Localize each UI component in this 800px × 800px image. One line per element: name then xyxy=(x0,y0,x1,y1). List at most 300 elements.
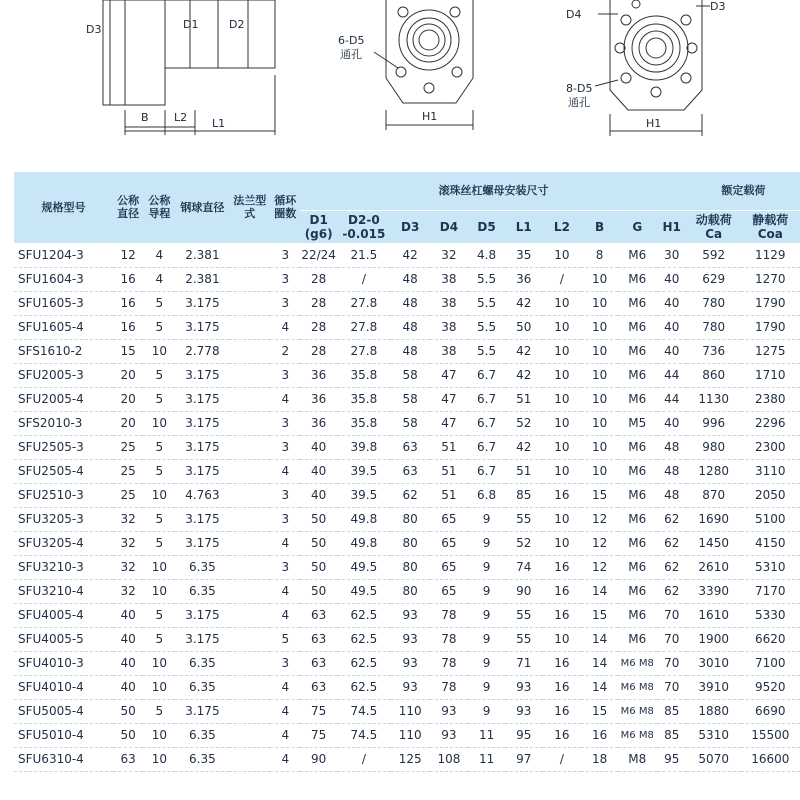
cell-l1: 51 xyxy=(505,387,543,411)
cell-circuits: 4 xyxy=(270,603,300,627)
cell-flange-type xyxy=(229,531,270,555)
table-row xyxy=(14,387,800,411)
cell-nominal-lead: 10 xyxy=(143,579,175,603)
table-row xyxy=(14,435,800,459)
flange8-d3-label: D3 xyxy=(710,0,726,13)
cell-h1: 62 xyxy=(657,531,687,555)
cell-ca: 780 xyxy=(687,315,741,339)
cell-nominal-dia: 16 xyxy=(113,291,143,315)
cell-d3: 58 xyxy=(391,387,430,411)
cell-flange-type xyxy=(229,723,270,747)
cell-l1: 85 xyxy=(505,483,543,507)
cell-ca: 3390 xyxy=(687,579,741,603)
cell-ca: 1130 xyxy=(687,387,741,411)
cell-d3: 110 xyxy=(391,699,430,723)
cell-model: SFU4010-4 xyxy=(14,675,113,699)
cell-flange-type xyxy=(229,747,270,771)
cell-model: SFU2005-4 xyxy=(14,387,113,411)
cell-d3: 58 xyxy=(391,363,430,387)
cell-g: M6 xyxy=(618,579,657,603)
cell-model: SFU1204-3 xyxy=(14,243,113,267)
cell-circuits: 4 xyxy=(270,387,300,411)
cell-ca: 3910 xyxy=(687,675,741,699)
cell-d5: 11 xyxy=(468,723,505,747)
cell-d2: 35.8 xyxy=(337,363,391,387)
cell-ball-dia: 3.175 xyxy=(175,363,229,387)
cell-d2: 74.5 xyxy=(337,699,391,723)
cell-d5: 6.7 xyxy=(468,363,505,387)
cell-l2: 10 xyxy=(543,387,582,411)
cell-circuits: 3 xyxy=(270,435,300,459)
cell-nominal-dia: 63 xyxy=(113,747,143,771)
cell-d2: 35.8 xyxy=(337,411,391,435)
cell-model: SFU5010-4 xyxy=(14,723,113,747)
cell-flange-type xyxy=(229,387,270,411)
cell-ca: 3010 xyxy=(687,651,741,675)
cell-l1: 51 xyxy=(505,459,543,483)
cell-l1: 42 xyxy=(505,291,543,315)
cell-d4: 38 xyxy=(430,339,469,363)
cell-ca: 736 xyxy=(687,339,741,363)
cell-nominal-lead: 10 xyxy=(143,555,175,579)
cell-ball-dia: 2.778 xyxy=(175,339,229,363)
cell-g: M6 xyxy=(618,555,657,579)
cell-ball-dia: 6.35 xyxy=(175,579,229,603)
cell-circuits: 4 xyxy=(270,579,300,603)
cell-flange-type xyxy=(229,483,270,507)
table-row xyxy=(14,651,800,675)
cell-d1: 90 xyxy=(300,747,337,771)
cell-d1: 63 xyxy=(300,675,337,699)
table-row xyxy=(14,315,800,339)
cell-coa: 16600 xyxy=(741,747,800,771)
cell-d1: 50 xyxy=(300,579,337,603)
cell-flange-type xyxy=(229,651,270,675)
cell-d1: 75 xyxy=(300,723,337,747)
cell-d1: 75 xyxy=(300,699,337,723)
cell-nominal-dia: 20 xyxy=(113,387,143,411)
cell-d3: 63 xyxy=(391,435,430,459)
cell-b: 10 xyxy=(581,459,618,483)
cell-model: SFU2510-3 xyxy=(14,483,113,507)
cell-ca: 780 xyxy=(687,291,741,315)
cell-nominal-lead: 10 xyxy=(143,483,175,507)
cell-d2: 21.5 xyxy=(337,243,391,267)
cell-flange-type xyxy=(229,579,270,603)
cell-d4: 47 xyxy=(430,363,469,387)
cell-d4: 78 xyxy=(430,675,469,699)
cell-d5: 9 xyxy=(468,651,505,675)
table-row xyxy=(14,267,800,291)
cell-h1: 44 xyxy=(657,387,687,411)
cell-nominal-dia: 32 xyxy=(113,579,143,603)
cell-circuits: 3 xyxy=(270,555,300,579)
cell-nominal-lead: 10 xyxy=(143,723,175,747)
table-row xyxy=(14,291,800,315)
cell-nominal-lead: 4 xyxy=(143,267,175,291)
cell-g: M6 xyxy=(618,531,657,555)
cell-coa: 5330 xyxy=(741,603,800,627)
cell-circuits: 3 xyxy=(270,267,300,291)
cell-circuits: 2 xyxy=(270,339,300,363)
cell-d5: 9 xyxy=(468,531,505,555)
cell-l2: 10 xyxy=(543,531,582,555)
table-row xyxy=(14,411,800,435)
cell-d2: 27.8 xyxy=(337,315,391,339)
header-d2: D2-0 -0.015 xyxy=(337,211,391,244)
cell-d1: 22/24 xyxy=(300,243,337,267)
cell-d3: 93 xyxy=(391,651,430,675)
cell-h1: 40 xyxy=(657,339,687,363)
cell-nominal-lead: 5 xyxy=(143,531,175,555)
cell-b: 14 xyxy=(581,651,618,675)
cell-coa: 5310 xyxy=(741,555,800,579)
cell-d3: 93 xyxy=(391,675,430,699)
cell-l2: 10 xyxy=(543,507,582,531)
cell-ball-dia: 3.175 xyxy=(175,699,229,723)
cell-nominal-dia: 12 xyxy=(113,243,143,267)
flange6-hole-note: 6-D5 xyxy=(338,34,365,47)
cell-g: M6 M8 xyxy=(618,723,657,747)
cell-d4: 47 xyxy=(430,411,469,435)
cell-ball-dia: 3.175 xyxy=(175,411,229,435)
cell-d1: 28 xyxy=(300,315,337,339)
cell-nominal-lead: 5 xyxy=(143,627,175,651)
cell-d1: 63 xyxy=(300,603,337,627)
cell-d1: 28 xyxy=(300,267,337,291)
cell-ca: 980 xyxy=(687,435,741,459)
header-circuits: 循环圈数 xyxy=(270,172,300,243)
cell-g: M6 xyxy=(618,363,657,387)
cell-g: M6 xyxy=(618,483,657,507)
cell-d5: 5.5 xyxy=(468,339,505,363)
cell-nominal-dia: 20 xyxy=(113,363,143,387)
cell-ball-dia: 2.381 xyxy=(175,243,229,267)
header-d4: D4 xyxy=(430,211,469,244)
cell-circuits: 4 xyxy=(270,699,300,723)
cell-b: 12 xyxy=(581,531,618,555)
table-row xyxy=(14,603,800,627)
technical-drawing xyxy=(0,0,800,160)
cell-l1: 42 xyxy=(505,363,543,387)
cell-b: 15 xyxy=(581,603,618,627)
cell-nominal-lead: 5 xyxy=(143,507,175,531)
cell-l1: 97 xyxy=(505,747,543,771)
cell-flange-type xyxy=(229,459,270,483)
table-row xyxy=(14,459,800,483)
cell-ca: 592 xyxy=(687,243,741,267)
cell-l1: 35 xyxy=(505,243,543,267)
cell-h1: 70 xyxy=(657,627,687,651)
cell-d2: 74.5 xyxy=(337,723,391,747)
cell-g: M6 xyxy=(618,507,657,531)
flange-8-hole-drawing xyxy=(595,0,710,136)
header-h1: H1 xyxy=(657,211,687,244)
cell-d3: 62 xyxy=(391,483,430,507)
cell-ball-dia: 2.381 xyxy=(175,267,229,291)
cell-model: SFU3205-3 xyxy=(14,507,113,531)
flange6-hole-note-2: 通孔 xyxy=(340,48,362,61)
cell-d2: 49.5 xyxy=(337,579,391,603)
cell-d1: 50 xyxy=(300,555,337,579)
cell-d3: 48 xyxy=(391,267,430,291)
cell-l1: 42 xyxy=(505,339,543,363)
cell-model: SFU5005-4 xyxy=(14,699,113,723)
cell-nominal-dia: 32 xyxy=(113,531,143,555)
cell-flange-type xyxy=(229,675,270,699)
header-ball-dia: 钢球直径 xyxy=(175,172,229,243)
table-row xyxy=(14,363,800,387)
cell-l2: 10 xyxy=(543,627,582,651)
cell-g: M6 xyxy=(618,315,657,339)
cell-l1: 52 xyxy=(505,411,543,435)
cell-d3: 80 xyxy=(391,507,430,531)
cell-model: SFU4005-5 xyxy=(14,627,113,651)
cell-d3: 48 xyxy=(391,291,430,315)
cell-l1: 74 xyxy=(505,555,543,579)
cell-ball-dia: 6.35 xyxy=(175,651,229,675)
header-g: G xyxy=(618,211,657,244)
header-flange-type: 法兰型式 xyxy=(229,172,270,243)
cell-d2: / xyxy=(337,267,391,291)
header-d3: D3 xyxy=(391,211,430,244)
cell-circuits: 4 xyxy=(270,315,300,339)
cell-coa: 2050 xyxy=(741,483,800,507)
cell-d2: 39.5 xyxy=(337,459,391,483)
cell-d3: 80 xyxy=(391,531,430,555)
table-row xyxy=(14,627,800,651)
cell-l1: 42 xyxy=(505,435,543,459)
side-d2-label: D2 xyxy=(229,18,245,31)
cell-flange-type xyxy=(229,603,270,627)
cell-d5: 6.7 xyxy=(468,435,505,459)
cell-l1: 50 xyxy=(505,315,543,339)
cell-d4: 51 xyxy=(430,435,469,459)
cell-model: SFU3205-4 xyxy=(14,531,113,555)
header-load-group: 额定载荷 xyxy=(687,172,800,211)
flange8-d4-label: D4 xyxy=(566,8,582,21)
cell-nominal-dia: 40 xyxy=(113,651,143,675)
cell-g: M6 M8 xyxy=(618,651,657,675)
cell-d2: 62.5 xyxy=(337,675,391,699)
cell-l2: 16 xyxy=(543,699,582,723)
cell-d3: 58 xyxy=(391,411,430,435)
header-l1: L1 xyxy=(505,211,543,244)
cell-d5: 4.8 xyxy=(468,243,505,267)
cell-h1: 95 xyxy=(657,747,687,771)
cell-d4: 78 xyxy=(430,603,469,627)
cell-ca: 5310 xyxy=(687,723,741,747)
cell-flange-type xyxy=(229,555,270,579)
cell-d3: 125 xyxy=(391,747,430,771)
cell-b: 10 xyxy=(581,267,618,291)
cell-d4: 65 xyxy=(430,531,469,555)
cell-circuits: 3 xyxy=(270,291,300,315)
cell-flange-type xyxy=(229,363,270,387)
cell-g: M6 M8 xyxy=(618,675,657,699)
cell-d4: 32 xyxy=(430,243,469,267)
cell-d2: 62.5 xyxy=(337,651,391,675)
cell-b: 10 xyxy=(581,435,618,459)
cell-nominal-dia: 50 xyxy=(113,699,143,723)
cell-circuits: 3 xyxy=(270,483,300,507)
cell-nominal-dia: 25 xyxy=(113,435,143,459)
cell-h1: 85 xyxy=(657,723,687,747)
cell-l2: 10 xyxy=(543,411,582,435)
cell-d1: 40 xyxy=(300,483,337,507)
cell-model: SFU4005-4 xyxy=(14,603,113,627)
cell-flange-type xyxy=(229,315,270,339)
cell-b: 14 xyxy=(581,579,618,603)
cell-circuits: 4 xyxy=(270,459,300,483)
cell-nominal-dia: 40 xyxy=(113,603,143,627)
cell-l1: 93 xyxy=(505,675,543,699)
cell-g: M6 xyxy=(618,387,657,411)
cell-d1: 40 xyxy=(300,435,337,459)
cell-ca: 996 xyxy=(687,411,741,435)
cell-nominal-dia: 16 xyxy=(113,267,143,291)
cell-circuits: 4 xyxy=(270,723,300,747)
cell-d5: 9 xyxy=(468,555,505,579)
cell-l2: 10 xyxy=(543,291,582,315)
cell-model: SFU2005-3 xyxy=(14,363,113,387)
cell-l2: 10 xyxy=(543,315,582,339)
cell-circuits: 3 xyxy=(270,243,300,267)
cell-b: 10 xyxy=(581,291,618,315)
header-l2: L2 xyxy=(543,211,582,244)
cell-ca: 1690 xyxy=(687,507,741,531)
spec-table xyxy=(14,172,800,772)
flange8-hole-note: 8-D5 xyxy=(566,82,593,95)
cell-ca: 2610 xyxy=(687,555,741,579)
cell-nominal-dia: 15 xyxy=(113,339,143,363)
cell-ball-dia: 3.175 xyxy=(175,603,229,627)
cell-d1: 28 xyxy=(300,339,337,363)
cell-ball-dia: 3.175 xyxy=(175,387,229,411)
cell-d3: 93 xyxy=(391,603,430,627)
cell-coa: 15500 xyxy=(741,723,800,747)
cell-ball-dia: 3.175 xyxy=(175,291,229,315)
cell-flange-type xyxy=(229,291,270,315)
cell-circuits: 3 xyxy=(270,507,300,531)
cell-g: M6 xyxy=(618,603,657,627)
header-nominal-dia: 公称直径 xyxy=(113,172,143,243)
cell-nominal-dia: 16 xyxy=(113,315,143,339)
cell-d4: 38 xyxy=(430,291,469,315)
cell-d2: 27.8 xyxy=(337,291,391,315)
cell-d3: 80 xyxy=(391,579,430,603)
cell-d4: 93 xyxy=(430,723,469,747)
cell-l1: 52 xyxy=(505,531,543,555)
cell-coa: 1275 xyxy=(741,339,800,363)
cell-flange-type xyxy=(229,627,270,651)
cell-model: SFU1605-3 xyxy=(14,291,113,315)
cell-h1: 70 xyxy=(657,603,687,627)
cell-nominal-lead: 10 xyxy=(143,411,175,435)
cell-b: 16 xyxy=(581,723,618,747)
header-coa: 静载荷 Coa xyxy=(741,211,800,244)
cell-d3: 48 xyxy=(391,315,430,339)
table-row xyxy=(14,699,800,723)
cell-g: M6 xyxy=(618,267,657,291)
cell-b: 8 xyxy=(581,243,618,267)
cell-d4: 47 xyxy=(430,387,469,411)
cell-d1: 36 xyxy=(300,363,337,387)
cell-d2: 49.8 xyxy=(337,507,391,531)
cell-g: M6 xyxy=(618,339,657,363)
cell-ca: 1280 xyxy=(687,459,741,483)
cell-coa: 7170 xyxy=(741,579,800,603)
cell-g: M8 xyxy=(618,747,657,771)
header-nominal-lead: 公称导程 xyxy=(143,172,175,243)
header-d1: D1 (g6) xyxy=(300,211,337,244)
cell-flange-type xyxy=(229,267,270,291)
cell-l2: 16 xyxy=(543,651,582,675)
cell-d2: / xyxy=(337,747,391,771)
header-d5: D5 xyxy=(468,211,505,244)
cell-d4: 38 xyxy=(430,267,469,291)
cell-h1: 70 xyxy=(657,651,687,675)
cell-ball-dia: 3.175 xyxy=(175,507,229,531)
cell-nominal-lead: 4 xyxy=(143,243,175,267)
cell-l1: 71 xyxy=(505,651,543,675)
cell-coa: 1270 xyxy=(741,267,800,291)
cell-d2: 49.5 xyxy=(337,555,391,579)
cell-b: 10 xyxy=(581,363,618,387)
cell-b: 14 xyxy=(581,675,618,699)
cell-l1: 95 xyxy=(505,723,543,747)
flange8-h1-label: H1 xyxy=(646,117,662,130)
cell-nominal-dia: 40 xyxy=(113,627,143,651)
cell-model: SFU1604-3 xyxy=(14,267,113,291)
cell-l2: / xyxy=(543,747,582,771)
cell-g: M6 M8 xyxy=(618,699,657,723)
cell-d4: 38 xyxy=(430,315,469,339)
cell-nominal-lead: 10 xyxy=(143,339,175,363)
cell-h1: 48 xyxy=(657,459,687,483)
cell-d4: 51 xyxy=(430,459,469,483)
cell-nominal-lead: 5 xyxy=(143,459,175,483)
header-ca: 动载荷 Ca xyxy=(687,211,741,244)
cell-ca: 1880 xyxy=(687,699,741,723)
table-row xyxy=(14,483,800,507)
cell-nominal-lead: 5 xyxy=(143,315,175,339)
cell-b: 14 xyxy=(581,627,618,651)
cell-ca: 860 xyxy=(687,363,741,387)
table-row xyxy=(14,555,800,579)
cell-l1: 55 xyxy=(505,627,543,651)
cell-d4: 93 xyxy=(430,699,469,723)
cell-coa: 7100 xyxy=(741,651,800,675)
cell-ball-dia: 3.175 xyxy=(175,435,229,459)
cell-model: SFU6310-4 xyxy=(14,747,113,771)
flange8-hole-note-2: 通孔 xyxy=(568,96,590,109)
cell-ball-dia: 6.35 xyxy=(175,675,229,699)
cell-ball-dia: 3.175 xyxy=(175,531,229,555)
cell-d2: 39.8 xyxy=(337,435,391,459)
cell-d5: 6.7 xyxy=(468,387,505,411)
cell-d5: 9 xyxy=(468,699,505,723)
cell-d2: 49.8 xyxy=(337,531,391,555)
header-model: 规格型号 xyxy=(14,172,113,243)
cell-d4: 108 xyxy=(430,747,469,771)
flange6-h1-label: H1 xyxy=(422,110,438,123)
cell-nominal-lead: 5 xyxy=(143,363,175,387)
cell-model: SFS1610-2 xyxy=(14,339,113,363)
cell-l2: 16 xyxy=(543,675,582,699)
header-b: B xyxy=(581,211,618,244)
cell-d4: 51 xyxy=(430,483,469,507)
